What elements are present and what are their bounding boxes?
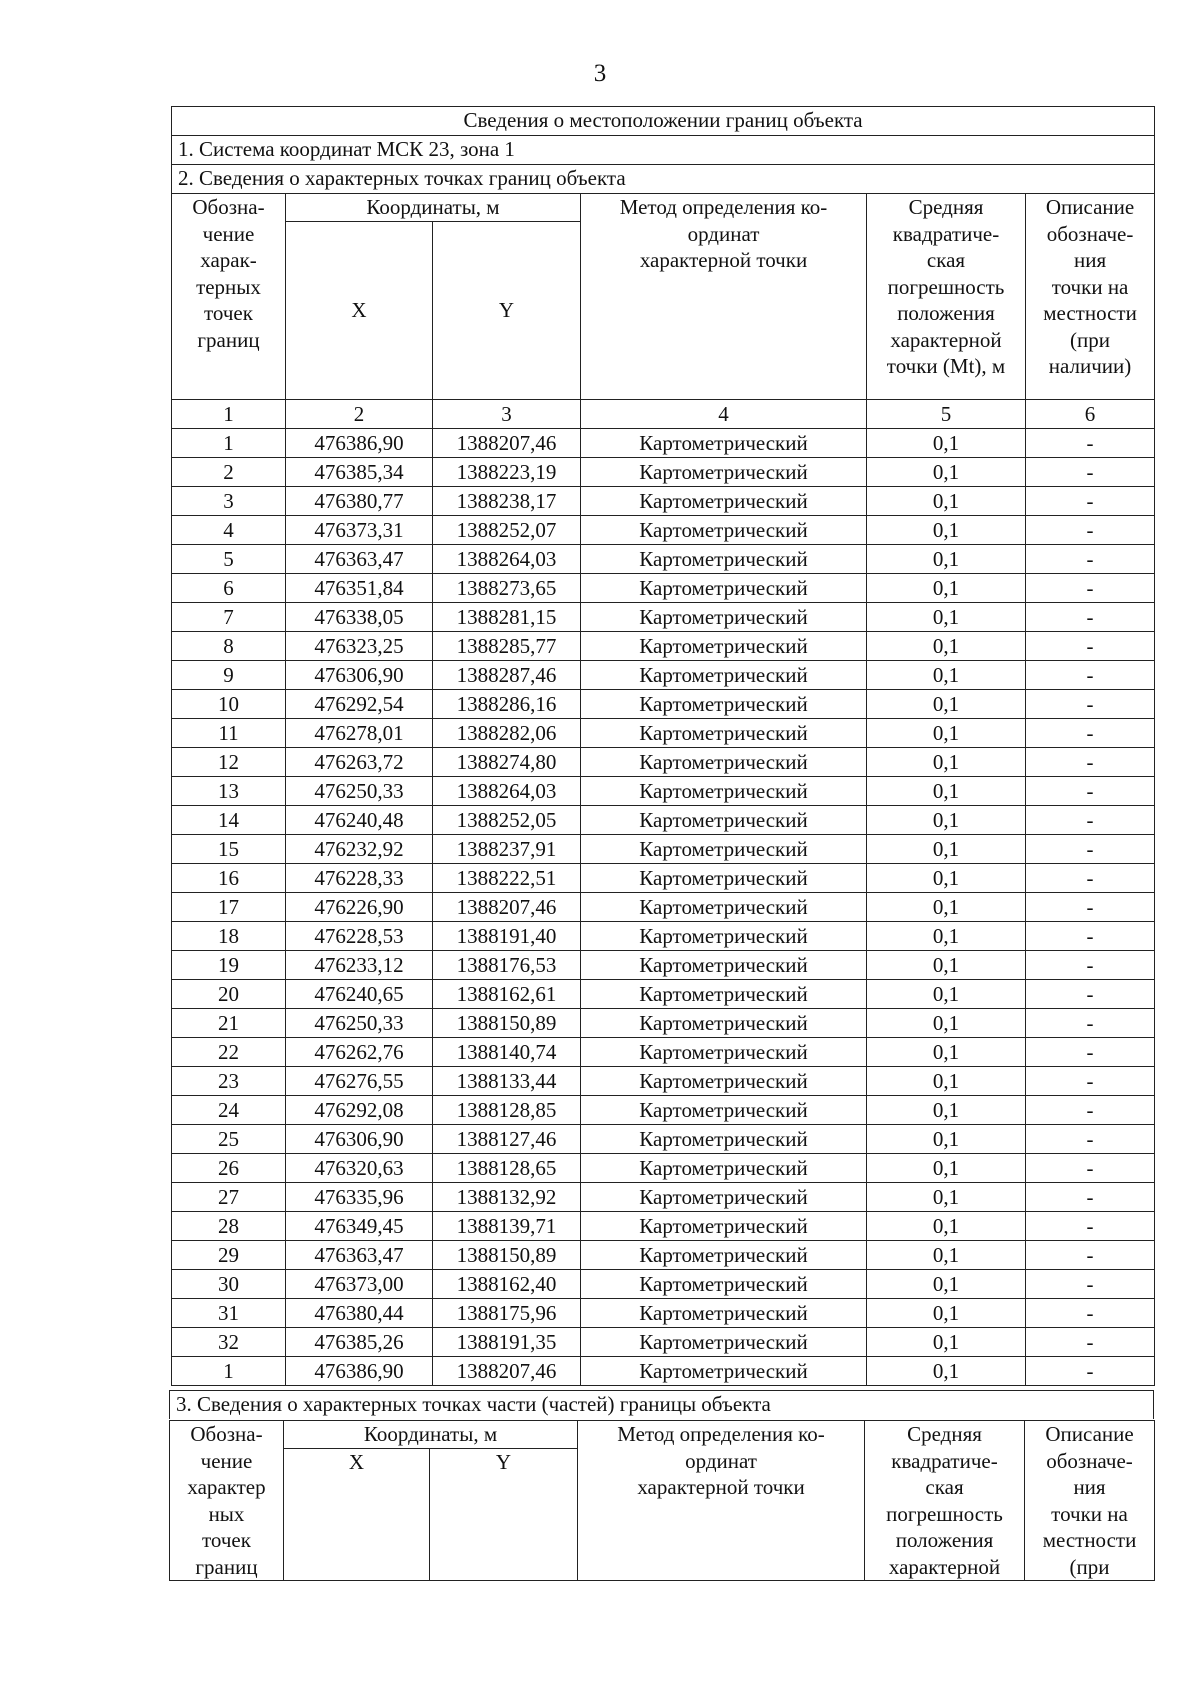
error-mt-cell: 0,1 (867, 1211, 1026, 1240)
coord-y-cell: 1388162,40 (433, 1269, 581, 1298)
coord-x-cell: 476250,33 (286, 1008, 433, 1037)
header-method: Метод определения ко- ординат характерной точки (581, 194, 867, 400)
table-row (172, 1124, 1155, 1153)
coord-x-cell: 476386,90 (286, 1356, 433, 1385)
coord-x-cell: 476306,90 (286, 660, 433, 689)
coord-x-cell: 476292,08 (286, 1095, 433, 1124)
page-number: 3 (593, 60, 607, 87)
table-row (172, 892, 1155, 921)
header-description: Описание обозначе- ния точки на местности (при наличии) (1026, 194, 1155, 400)
point-id-cell: 1 (172, 1356, 286, 1385)
method-cell: Картометрический (581, 1240, 867, 1269)
method-cell: Картометрический (581, 747, 867, 776)
coord-y-cell: 1388162,61 (433, 979, 581, 1008)
coord-y-cell: 1388191,35 (433, 1327, 581, 1356)
method-cell: Картометрический (581, 457, 867, 486)
error-mt-cell: 0,1 (867, 1124, 1026, 1153)
column-number: 2 (286, 399, 433, 428)
description-cell: - (1026, 747, 1155, 776)
coord-y-cell: 1388176,53 (433, 950, 581, 979)
table-row (172, 689, 1155, 718)
table-row (172, 602, 1155, 631)
description-cell: - (1026, 631, 1155, 660)
description-cell: - (1026, 1240, 1155, 1269)
table-row (172, 776, 1155, 805)
point-id-cell: 8 (172, 631, 286, 660)
description-cell: - (1026, 718, 1155, 747)
coord-x-cell: 476363,47 (286, 544, 433, 573)
method-cell: Картометрический (581, 486, 867, 515)
method-cell: Картометрический (581, 1124, 867, 1153)
t2-header-coordinates: Координаты, м (284, 1421, 578, 1449)
point-id-cell: 4 (172, 515, 286, 544)
coord-x-cell: 476338,05 (286, 602, 433, 631)
error-mt-cell: 0,1 (867, 892, 1026, 921)
error-mt-cell: 0,1 (867, 428, 1026, 457)
coord-y-cell: 1388132,92 (433, 1182, 581, 1211)
method-cell: Картометрический (581, 718, 867, 747)
boundary-points-table (171, 106, 1155, 1386)
coord-x-cell: 476363,47 (286, 1240, 433, 1269)
point-id-cell: 15 (172, 834, 286, 863)
coord-x-cell: 476228,53 (286, 921, 433, 950)
header-point-designation: Обозна- чение харак- терных точек границ (172, 194, 286, 400)
coord-y-cell: 1388286,16 (433, 689, 581, 718)
coord-y-cell: 1388282,06 (433, 718, 581, 747)
coord-x-cell: 476320,63 (286, 1153, 433, 1182)
point-id-cell: 3 (172, 486, 286, 515)
table-row (172, 1095, 1155, 1124)
coord-y-cell: 1388139,71 (433, 1211, 581, 1240)
method-cell: Картометрический (581, 805, 867, 834)
description-cell: - (1026, 1153, 1155, 1182)
header-error: Средняя квадратиче- ская погрешность положения характерной точки (Mt), м (867, 194, 1026, 400)
point-id-cell: 20 (172, 979, 286, 1008)
description-cell: - (1026, 834, 1155, 863)
column-number: 4 (581, 399, 867, 428)
table-row (172, 486, 1155, 515)
description-cell: - (1026, 979, 1155, 1008)
error-mt-cell: 0,1 (867, 1356, 1026, 1385)
coord-y-cell: 1388264,03 (433, 544, 581, 573)
table-row (172, 428, 1155, 457)
point-id-cell: 19 (172, 950, 286, 979)
point-id-cell: 30 (172, 1269, 286, 1298)
error-mt-cell: 0,1 (867, 544, 1026, 573)
method-cell: Картометрический (581, 1298, 867, 1327)
description-cell: - (1026, 805, 1155, 834)
coord-y-cell: 1388140,74 (433, 1037, 581, 1066)
error-mt-cell: 0,1 (867, 1037, 1026, 1066)
coord-x-cell: 476276,55 (286, 1066, 433, 1095)
description-cell: - (1026, 1356, 1155, 1385)
description-cell: - (1026, 428, 1155, 457)
coord-x-cell: 476226,90 (286, 892, 433, 921)
error-mt-cell: 0,1 (867, 457, 1026, 486)
t2-header-description: Описание обозначе- ния точки на местности (при (1025, 1421, 1155, 1581)
point-id-cell: 7 (172, 602, 286, 631)
table-title: Сведения о местоположении границ объекта (172, 107, 1155, 136)
coord-x-cell: 476373,31 (286, 515, 433, 544)
column-number: 1 (172, 399, 286, 428)
coord-x-cell: 476232,92 (286, 834, 433, 863)
coord-x-cell: 476351,84 (286, 573, 433, 602)
method-cell: Картометрический (581, 1269, 867, 1298)
table-row (172, 1269, 1155, 1298)
t2-header-x: X (284, 1448, 430, 1580)
coord-y-cell: 1388207,46 (433, 1356, 581, 1385)
point-id-cell: 17 (172, 892, 286, 921)
coord-y-cell: 1388175,96 (433, 1298, 581, 1327)
table-row (172, 1008, 1155, 1037)
error-mt-cell: 0,1 (867, 515, 1026, 544)
method-cell: Картометрический (581, 515, 867, 544)
method-cell: Картометрический (581, 1037, 867, 1066)
coord-x-cell: 476306,90 (286, 1124, 433, 1153)
error-mt-cell: 0,1 (867, 631, 1026, 660)
error-mt-cell: 0,1 (867, 863, 1026, 892)
method-cell: Картометрический (581, 631, 867, 660)
t2-header-point-designation: Обозна- чение характер ных точек границ (170, 1421, 284, 1581)
point-id-cell: 14 (172, 805, 286, 834)
description-cell: - (1026, 892, 1155, 921)
coord-x-cell: 476240,48 (286, 805, 433, 834)
description-cell: - (1026, 1066, 1155, 1095)
description-cell: - (1026, 689, 1155, 718)
method-cell: Картометрический (581, 428, 867, 457)
table-row (172, 1066, 1155, 1095)
coord-y-cell: 1388238,17 (433, 486, 581, 515)
coord-x-cell: 476228,33 (286, 863, 433, 892)
error-mt-cell: 0,1 (867, 805, 1026, 834)
table-row (172, 718, 1155, 747)
description-cell: - (1026, 1037, 1155, 1066)
error-mt-cell: 0,1 (867, 776, 1026, 805)
error-mt-cell: 0,1 (867, 1095, 1026, 1124)
error-mt-cell: 0,1 (867, 660, 1026, 689)
coord-y-cell: 1388191,40 (433, 921, 581, 950)
point-id-cell: 31 (172, 1298, 286, 1327)
point-id-cell: 2 (172, 457, 286, 486)
coord-x-cell: 476380,44 (286, 1298, 433, 1327)
header-y: Y (433, 221, 581, 399)
table-row (172, 863, 1155, 892)
error-mt-cell: 0,1 (867, 747, 1026, 776)
method-cell: Картометрический (581, 892, 867, 921)
error-mt-cell: 0,1 (867, 1182, 1026, 1211)
coord-x-cell: 476349,45 (286, 1211, 433, 1240)
coord-y-cell: 1388207,46 (433, 892, 581, 921)
coord-x-cell: 476380,77 (286, 486, 433, 515)
column-number: 3 (433, 399, 581, 428)
section-part-heading-table (169, 1390, 1154, 1419)
method-cell: Картометрический (581, 573, 867, 602)
point-id-cell: 10 (172, 689, 286, 718)
point-id-cell: 18 (172, 921, 286, 950)
error-mt-cell: 0,1 (867, 1153, 1026, 1182)
error-mt-cell: 0,1 (867, 979, 1026, 1008)
table-row (172, 1298, 1155, 1327)
coord-x-cell: 476240,65 (286, 979, 433, 1008)
coord-x-cell: 476262,76 (286, 1037, 433, 1066)
error-mt-cell: 0,1 (867, 486, 1026, 515)
table-row (172, 457, 1155, 486)
description-cell: - (1026, 1298, 1155, 1327)
method-cell: Картометрический (581, 1327, 867, 1356)
coord-y-cell: 1388222,51 (433, 863, 581, 892)
table-row (172, 573, 1155, 602)
point-id-cell: 11 (172, 718, 286, 747)
coord-x-cell: 476263,72 (286, 747, 433, 776)
table-row (172, 1327, 1155, 1356)
coord-x-cell: 476335,96 (286, 1182, 433, 1211)
table-row (172, 515, 1155, 544)
description-cell: - (1026, 544, 1155, 573)
coord-y-cell: 1388237,91 (433, 834, 581, 863)
method-cell: Картометрический (581, 689, 867, 718)
error-mt-cell: 0,1 (867, 921, 1026, 950)
method-cell: Картометрический (581, 1211, 867, 1240)
section-points-heading: 2. Сведения о характерных точках границ объекта (172, 165, 1155, 194)
table-row (172, 1356, 1155, 1385)
table-row (172, 544, 1155, 573)
error-mt-cell: 0,1 (867, 718, 1026, 747)
column-number-row (172, 399, 1155, 428)
error-mt-cell: 0,1 (867, 834, 1026, 863)
coord-y-cell: 1388128,65 (433, 1153, 581, 1182)
part-boundary-points-table (169, 1420, 1155, 1581)
coord-x-cell: 476233,12 (286, 950, 433, 979)
method-cell: Картометрический (581, 834, 867, 863)
coord-x-cell: 476250,33 (286, 776, 433, 805)
table-row (172, 921, 1155, 950)
coord-y-cell: 1388287,46 (433, 660, 581, 689)
method-cell: Картометрический (581, 602, 867, 631)
table-row (172, 950, 1155, 979)
point-id-cell: 27 (172, 1182, 286, 1211)
error-mt-cell: 0,1 (867, 1327, 1026, 1356)
method-cell: Картометрический (581, 1153, 867, 1182)
description-cell: - (1026, 1182, 1155, 1211)
description-cell: - (1026, 1095, 1155, 1124)
error-mt-cell: 0,1 (867, 1240, 1026, 1269)
point-id-cell: 21 (172, 1008, 286, 1037)
method-cell: Картометрический (581, 1095, 867, 1124)
coord-y-cell: 1388252,07 (433, 515, 581, 544)
coord-y-cell: 1388273,65 (433, 573, 581, 602)
table-row (172, 1153, 1155, 1182)
description-cell: - (1026, 573, 1155, 602)
error-mt-cell: 0,1 (867, 602, 1026, 631)
coord-y-cell: 1388274,80 (433, 747, 581, 776)
description-cell: - (1026, 602, 1155, 631)
error-mt-cell: 0,1 (867, 1066, 1026, 1095)
coord-x-cell: 476386,90 (286, 428, 433, 457)
coord-y-cell: 1388150,89 (433, 1240, 581, 1269)
coord-x-cell: 476385,34 (286, 457, 433, 486)
coord-x-cell: 476323,25 (286, 631, 433, 660)
table-row (172, 805, 1155, 834)
t2-header-y: Y (430, 1448, 578, 1580)
table-row (172, 1037, 1155, 1066)
point-id-cell: 25 (172, 1124, 286, 1153)
coord-x-cell: 476373,00 (286, 1269, 433, 1298)
method-cell: Картометрический (581, 1066, 867, 1095)
table-row (172, 979, 1155, 1008)
point-id-cell: 12 (172, 747, 286, 776)
point-id-cell: 22 (172, 1037, 286, 1066)
point-id-cell: 32 (172, 1327, 286, 1356)
description-cell: - (1026, 921, 1155, 950)
error-mt-cell: 0,1 (867, 1008, 1026, 1037)
table-row (172, 1240, 1155, 1269)
method-cell: Картометрический (581, 776, 867, 805)
description-cell: - (1026, 863, 1155, 892)
table-row (172, 1211, 1155, 1240)
t2-header-method: Метод определения ко- ординат характерной точки (578, 1421, 865, 1581)
method-cell: Картометрический (581, 1008, 867, 1037)
description-cell: - (1026, 950, 1155, 979)
error-mt-cell: 0,1 (867, 1298, 1026, 1327)
error-mt-cell: 0,1 (867, 1269, 1026, 1298)
coord-y-cell: 1388127,46 (433, 1124, 581, 1153)
table-row (172, 631, 1155, 660)
table-row (172, 660, 1155, 689)
point-id-cell: 6 (172, 573, 286, 602)
coord-y-cell: 1388128,85 (433, 1095, 581, 1124)
coord-x-cell: 476385,26 (286, 1327, 433, 1356)
coord-x-cell: 476292,54 (286, 689, 433, 718)
coord-y-cell: 1388264,03 (433, 776, 581, 805)
header-coordinates: Координаты, м (286, 194, 581, 222)
column-number: 5 (867, 399, 1026, 428)
method-cell: Картометрический (581, 979, 867, 1008)
method-cell: Картометрический (581, 660, 867, 689)
method-cell: Картометрический (581, 1182, 867, 1211)
point-id-cell: 26 (172, 1153, 286, 1182)
method-cell: Картометрический (581, 863, 867, 892)
section-part-heading: 3. Сведения о характерных точках части (частей) границы объекта (170, 1391, 1154, 1420)
method-cell: Картометрический (581, 921, 867, 950)
coord-y-cell: 1388133,44 (433, 1066, 581, 1095)
description-cell: - (1026, 1327, 1155, 1356)
coord-x-cell: 476278,01 (286, 718, 433, 747)
column-number: 6 (1026, 399, 1155, 428)
table-row (172, 834, 1155, 863)
description-cell: - (1026, 1211, 1155, 1240)
description-cell: - (1026, 457, 1155, 486)
point-id-cell: 13 (172, 776, 286, 805)
point-id-cell: 28 (172, 1211, 286, 1240)
coord-y-cell: 1388252,05 (433, 805, 581, 834)
error-mt-cell: 0,1 (867, 950, 1026, 979)
description-cell: - (1026, 1008, 1155, 1037)
point-id-cell: 9 (172, 660, 286, 689)
table-row (172, 1182, 1155, 1211)
coord-y-cell: 1388281,15 (433, 602, 581, 631)
point-id-cell: 5 (172, 544, 286, 573)
coord-y-cell: 1388207,46 (433, 428, 581, 457)
coord-y-cell: 1388150,89 (433, 1008, 581, 1037)
t2-header-error: Средняя квадратиче- ская погрешность положения характерной (865, 1421, 1025, 1581)
coord-y-cell: 1388223,19 (433, 457, 581, 486)
point-id-cell: 16 (172, 863, 286, 892)
header-x: X (286, 221, 433, 399)
method-cell: Картометрический (581, 544, 867, 573)
coord-y-cell: 1388285,77 (433, 631, 581, 660)
coordinate-system-line: 1. Система координат МСК 23, зона 1 (172, 136, 1155, 165)
error-mt-cell: 0,1 (867, 573, 1026, 602)
table-row (172, 747, 1155, 776)
point-id-cell: 1 (172, 428, 286, 457)
description-cell: - (1026, 515, 1155, 544)
point-id-cell: 24 (172, 1095, 286, 1124)
description-cell: - (1026, 1269, 1155, 1298)
description-cell: - (1026, 486, 1155, 515)
point-id-cell: 23 (172, 1066, 286, 1095)
error-mt-cell: 0,1 (867, 689, 1026, 718)
description-cell: - (1026, 660, 1155, 689)
description-cell: - (1026, 1124, 1155, 1153)
description-cell: - (1026, 776, 1155, 805)
method-cell: Картометрический (581, 950, 867, 979)
point-id-cell: 29 (172, 1240, 286, 1269)
method-cell: Картометрический (581, 1356, 867, 1385)
